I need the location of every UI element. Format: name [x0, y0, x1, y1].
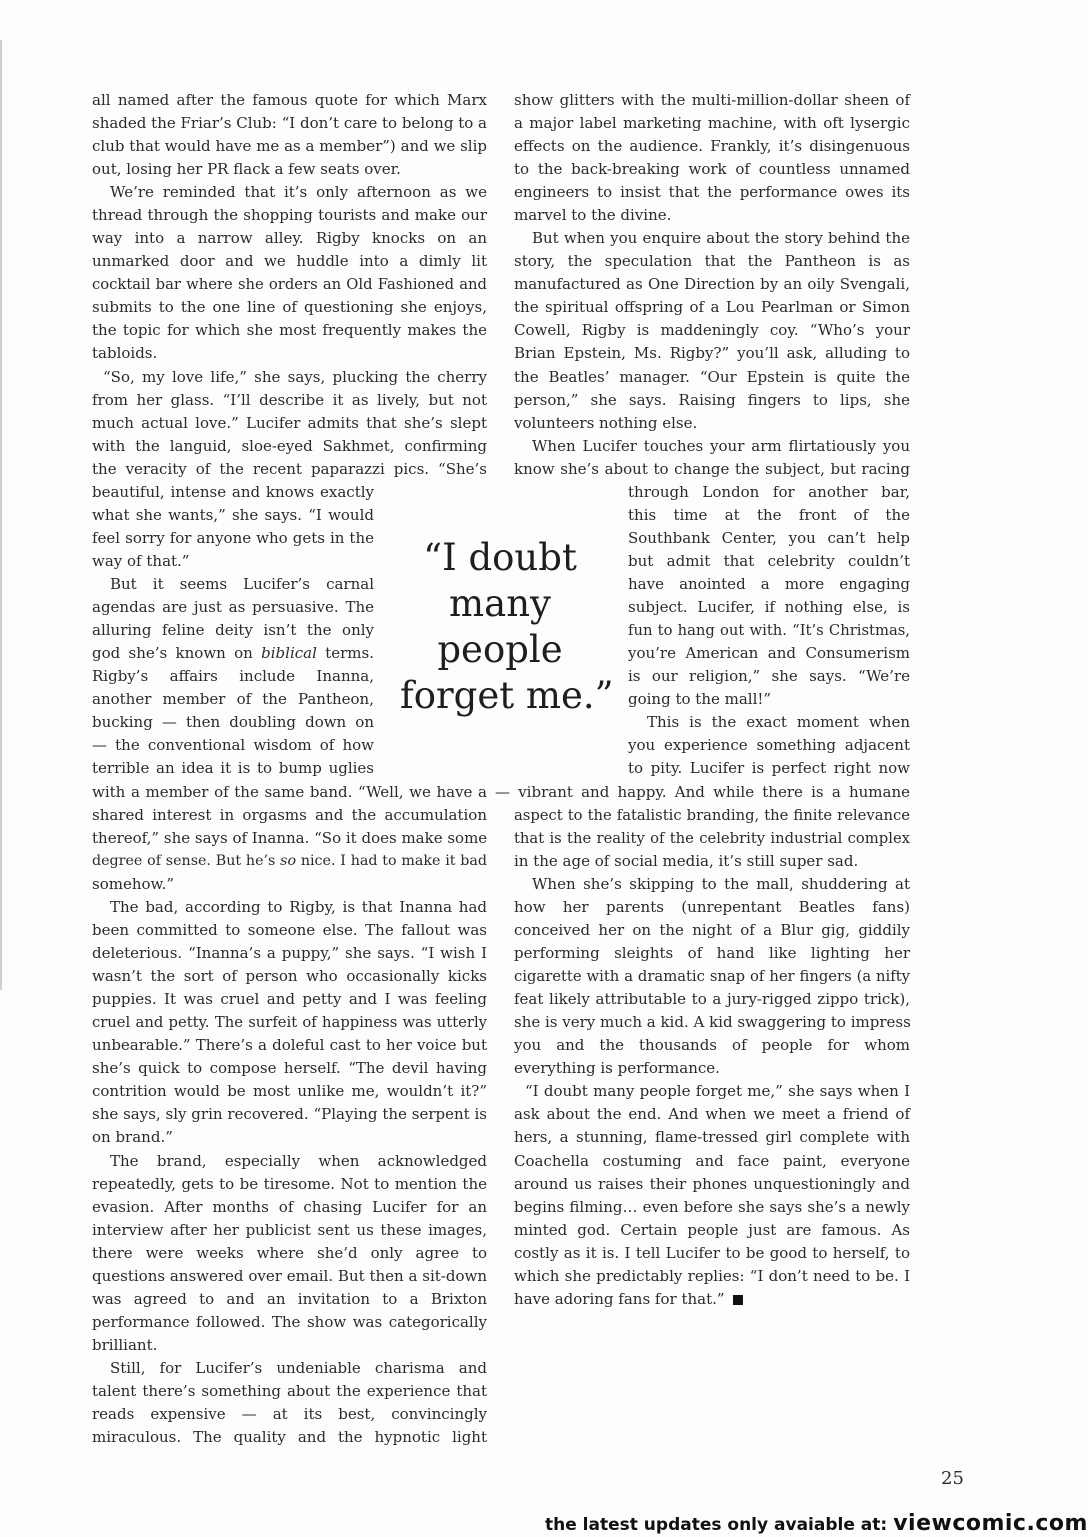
text-line: she says, sly grin recovered. “Playing the serpent is: [92, 1105, 487, 1123]
text-line: you experience something adjacent: [628, 736, 910, 754]
text-line: minted god. Certain people just are famous. As: [514, 1221, 910, 1239]
text-line: engineers to insist that the performance owes its: [514, 183, 910, 201]
text-line: out, losing her PR flack a few seats over.: [92, 160, 401, 178]
text-line: Coachella costuming and face paint, everyone: [514, 1152, 910, 1170]
text-line: much actual love.” Lucifer admits that she’s slept: [92, 414, 487, 432]
text-line: submits to the one line of questioning she enjoys,: [92, 298, 487, 316]
text-line: everything is performance.: [514, 1059, 720, 1077]
text-line: — the conventional wisdom of how: [92, 736, 374, 754]
text-line: marvel to the divine.: [514, 206, 672, 224]
page-number: 25: [941, 1468, 964, 1489]
text-line: you’re American and Consumerism: [628, 644, 910, 662]
text-line: [514, 1288, 910, 1311]
text-line: puppies. It was cruel and petty and I was feeling: [92, 990, 487, 1008]
text-line: going to the mall!”: [628, 690, 772, 708]
text-line: to the back-breaking work of countless unnamed: [514, 160, 910, 178]
text-line: But it seems Lucifer’s carnal: [110, 575, 374, 593]
text-line: terrible an idea it is to bump uglies: [92, 759, 374, 777]
text-line: around us raises their phones unquestioningly and: [514, 1175, 910, 1193]
italic-word: biblical: [261, 644, 317, 662]
text-line: Cowell, Rigby is maddeningly coy. “Who’s your: [514, 321, 910, 339]
pull-quote-line: many: [449, 582, 551, 625]
text-line: tabloids.: [92, 344, 158, 362]
text-line: the veracity of the recent paparazzi pics. “She’s: [92, 460, 487, 478]
text-line: [92, 850, 487, 873]
text-line: you and the thousands of people for whom: [514, 1036, 910, 1054]
text-line: on brand.”: [92, 1128, 173, 1146]
text-line: what she wants,” she says. “I would: [92, 506, 374, 524]
text-line: But when you enquire about the story behind the: [532, 229, 910, 247]
text-line: is our religion,” she says. “We’re: [628, 667, 910, 685]
text-line: club that would have me as a member”) and we slip: [92, 137, 487, 155]
text-line: agendas are just as persuasive. The: [92, 598, 374, 616]
text-line: the spiritual offspring of a Lou Pearlman or Simon: [514, 298, 910, 316]
text-line: Brian Epstein, Ms. Rigby?” you’ll ask, alluding to: [514, 344, 910, 362]
text-line: reads expensive — at its best, convincingly: [92, 1405, 487, 1423]
text-line: unmarked door and we huddle into a dimly lit: [92, 252, 487, 270]
text-line: shaded the Friar’s Club: “I don’t care to belong to a: [92, 114, 487, 132]
text-line: that is the reality of the celebrity industrial complex: [514, 830, 910, 847]
text-line: the topic for which she most frequently makes the: [92, 321, 487, 339]
text-line: hers, a stunning, flame-tressed girl complete with: [514, 1128, 910, 1146]
text-line: “So, my love life,” she says, plucking the cherry: [103, 368, 487, 386]
text-line: Rigby’s affairs include Inanna,: [92, 667, 374, 685]
text-line: brilliant.: [92, 1336, 158, 1354]
text-line: begins filming… even before she says she’s a newly: [514, 1198, 910, 1216]
text-line: feel sorry for anyone who gets in the: [92, 529, 374, 547]
text-line: which she predictably replies: “I don’t need to be. I: [514, 1267, 910, 1285]
italic-word: so: [280, 853, 297, 869]
text-line: cocktail bar where she orders an Old Fashioned and: [92, 276, 487, 293]
text-line: thread through the shopping tourists and make our: [92, 206, 487, 224]
text-line: story, the speculation that the Pantheon is as: [514, 252, 910, 270]
text-line: performance followed. The show was categorically: [92, 1313, 487, 1331]
text-line: Still, for Lucifer’s undeniable charisma and: [110, 1359, 487, 1377]
text-line: talent there’s something about the experience that: [92, 1382, 487, 1400]
text-run: god she’s known on: [92, 644, 262, 662]
text-run: degree of sense. But he’s: [92, 853, 281, 869]
text-line: effects on the audience. Frankly, it’s disingenuous: [514, 137, 910, 155]
text-line: cruel and petty. The surfeit of happiness was utterly: [92, 1014, 487, 1031]
text-line: costly as it is. I tell Lucifer to be good to herself, to: [514, 1244, 910, 1262]
text-line: This is the exact moment when: [647, 713, 910, 731]
page-edge: [0, 40, 2, 990]
text-line: manufactured as One Direction by an oily Svengali,: [514, 275, 910, 293]
text-line: alluring feline deity isn’t the only: [92, 621, 374, 639]
text-line: [92, 642, 374, 665]
text-line: a major label marketing machine, with oft lysergic: [514, 114, 910, 132]
text-line: miraculous. The quality and the hypnotic light: [92, 1428, 487, 1446]
text-line: the Beatles’ manager. “Our Epstein is quite the: [514, 368, 910, 386]
text-line: with the languid, sloe-eyed Sakhmet, confirming: [92, 437, 487, 455]
text-line: When she’s skipping to the mall, shuddering at: [532, 875, 910, 893]
text-line: interview after her publicist sent us these images,: [92, 1221, 487, 1239]
text-line: performing sleights of hand like lighting her: [514, 944, 910, 962]
text-line: volunteers nothing else.: [514, 414, 698, 432]
text-line: subject. Lucifer, if nothing else, is: [628, 598, 910, 616]
text-line: conceived her on the night of a Blur gig, giddily: [514, 921, 910, 939]
text-line: The bad, according to Rigby, is that Inanna had: [110, 898, 487, 916]
text-line: this time at the front of the: [628, 506, 910, 524]
text-run: have adoring fans for that.”: [514, 1290, 725, 1308]
footer-banner: [545, 1511, 1088, 1536]
text-line: have anointed a more engaging: [628, 575, 910, 593]
text-line: show glitters with the multi-million-dollar sheen of: [514, 91, 910, 109]
text-line: evasion. After months of chasing Lucifer for an: [92, 1198, 487, 1216]
text-line: through London for another bar,: [628, 483, 910, 501]
text-line: feat likely attributable to a jury-rigged zippo trick),: [514, 990, 910, 1008]
text-line: shared interest in orgasms and the accumulation: [92, 806, 487, 824]
text-line: When Lucifer touches your arm flirtatiously you: [532, 437, 910, 455]
text-line: with a member of the same band. “Well, we have a: [92, 783, 487, 801]
footer-text: the latest updates only avaiable at:: [545, 1515, 888, 1535]
text-line: know she’s about to change the subject, but racing: [514, 460, 910, 478]
text-line: aspect to the fatalistic branding, the finite relevance: [514, 807, 910, 824]
text-line: The brand, especially when acknowledged: [110, 1152, 487, 1170]
text-line: somehow.”: [92, 875, 175, 893]
text-line: ask about the end. And when we meet a friend of: [514, 1105, 910, 1123]
text-line: fun to hang out with. “It’s Christmas,: [628, 622, 910, 639]
text-line: bucking — then doubling down on: [92, 713, 374, 731]
text-line: another member of the Pantheon,: [92, 690, 374, 708]
text-run: terms.: [316, 644, 374, 662]
text-line: how her parents (unrepentant Beatles fans): [514, 898, 910, 916]
pull-quote-line: “I doubt: [423, 536, 577, 579]
text-line: Southbank Center, you can’t help: [628, 529, 910, 547]
text-line: been committed to someone else. The fallout was: [92, 921, 487, 939]
text-line: to pity. Lucifer is perfect right now: [628, 759, 910, 777]
text-line: unbearable.” There’s a doleful cast to her voice but: [92, 1036, 487, 1054]
text-line: from her glass. “I’ll describe it as lively, but not: [92, 391, 487, 409]
text-line: — vibrant and happy. And while there is a humane: [495, 783, 910, 801]
text-line: way into a narrow alley. Rigby knocks on an: [92, 229, 487, 247]
text-line: but admit that celebrity couldn’t: [628, 552, 910, 570]
text-run: nice. I had to make it bad: [296, 853, 488, 869]
end-mark-icon: [733, 1295, 743, 1305]
text-line: We’re reminded that it’s only afternoon as we: [110, 183, 487, 201]
text-line: questions answered over email. But then a sit-down: [92, 1267, 487, 1285]
text-line: contrition would be most unlike me, wouldn’t it?”: [92, 1082, 487, 1100]
text-line: she’s quick to compose herself. “The devil having: [92, 1059, 487, 1077]
text-line: in the age of social media, it’s still super sad.: [514, 852, 859, 870]
text-line: was agreed to and an invitation to a Brixton: [92, 1290, 487, 1308]
footer-brand[interactable]: viewcomic.com: [893, 1511, 1088, 1536]
text-line: all named after the famous quote for which Marx: [92, 91, 487, 109]
text-line: she is very much a kid. A kid swaggering to impress: [514, 1013, 911, 1031]
text-line: deleterious. “Inanna’s a puppy,” she says. “I wish I: [92, 944, 487, 962]
text-line: “I doubt many people forget me,” she says when I: [525, 1082, 910, 1100]
text-line: repeatedly, gets to be tiresome. Not to mention the: [92, 1175, 487, 1193]
text-line: beautiful, intense and knows exactly: [92, 483, 374, 501]
text-line: cigarette with a dramatic snap of her fingers (a nifty: [514, 968, 910, 985]
text-line: thereof,” she says of Inanna. “So it does make some: [92, 829, 488, 847]
text-line: way of that.”: [92, 552, 190, 570]
text-line: wasn’t the sort of person who occasionally kicks: [92, 967, 487, 985]
pull-quote-line: forget me.”: [400, 674, 614, 717]
text-line: person,” she says. Raising fingers to lips, she: [514, 391, 910, 409]
pull-quote: [400, 535, 614, 719]
text-line: there were weeks where she’d only agree to: [92, 1244, 487, 1262]
pull-quote-line: people: [437, 628, 563, 671]
